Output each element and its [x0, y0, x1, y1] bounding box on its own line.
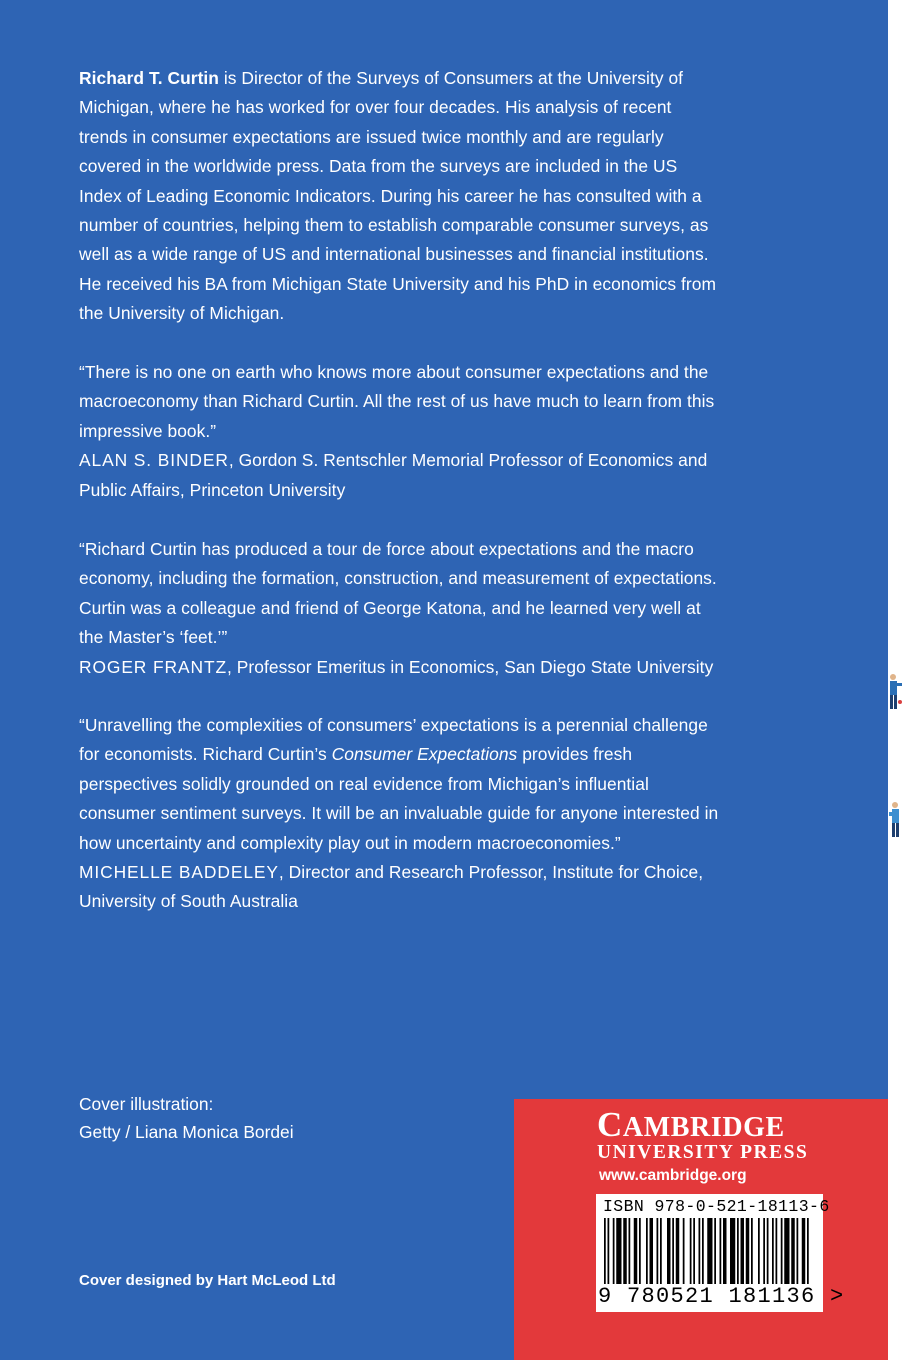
endorsement-quote: “There is no one on earth who knows more about consumer expectations and the macroeconomy than Richard Curtin. All the rest of us have much to learn from this impressive book.”: [79, 362, 715, 441]
spine-strip: [888, 0, 907, 1360]
endorsement-binder: [79, 358, 719, 505]
endorsement-quote: “Richard Curtin has produced a tour de force about expectations and the macro economy, including the formation, construction, and measurement of expectations. Curtin was a colleague and friend of George Katona, and he learned very well at the Master’s ‘feet.’”: [79, 539, 717, 648]
quote-text-part: provides fresh perspectives solidly grounded on real evidence from Michigan’s influential consumer sentiment surveys. It will be an invaluable guide for anyone interested in how uncertainty and complexity play out in modern macroeconomies.”: [79, 744, 719, 853]
endorser-affiliation: , Director and Research Professor, Institute for Choice, University of South Australia: [79, 862, 704, 912]
endorsement-frantz: [79, 535, 719, 682]
person-illustration-icon: [888, 672, 902, 716]
endorsement-attribution: [79, 653, 719, 682]
book-title-italic: Consumer Expectations: [331, 744, 518, 765]
publisher-logo-name: [597, 1107, 785, 1146]
endorser-name: ROGER FRANTZ: [79, 656, 227, 677]
endorser-affiliation: , Gordon S. Rentschler Memorial Professor of Economics and Public Affairs, Princeton University: [79, 450, 708, 500]
cover-illustration-credit: [79, 1091, 294, 1146]
endorser-name: MICHELLE BADDELEY: [79, 862, 279, 883]
logo-rest: AMBRIDGE: [622, 1112, 785, 1143]
endorsement-quote: [79, 711, 719, 858]
endorsement-attribution: [79, 446, 719, 505]
cover-designer-credit: Cover designed by Hart McLeod Ltd: [79, 1272, 336, 1289]
author-bio: [79, 64, 719, 329]
publisher-block: [514, 1099, 888, 1360]
barcode-digits: 9 780521 181136 >: [598, 1284, 845, 1309]
logo-initial: C: [597, 1105, 623, 1144]
endorser-affiliation: , Professor Emeritus in Economics, San Diego State University: [227, 656, 714, 677]
barcode-label: [596, 1194, 845, 1312]
cover-credit-label: Cover illustration:: [79, 1094, 214, 1114]
quote-text-part: “Unravelling the complexities of consumers’ expectations is a perennial challenge for economists. Richard Curtin’s: [79, 715, 708, 765]
endorsement-baddeley: [79, 711, 719, 917]
cover-credit-source: Getty / Liana Monica Bordei: [79, 1121, 294, 1142]
author-bio-text: is Director of the Surveys of Consumers at the University of Michigan, where he has worked for over four decades. His analysis of recent trends in consumer expectations are issued twice monthly and are regularly covered in the worldwide press. Data from the surveys are included in the US Index of Leading Economic Indicators. During his career he has consulted with a number of countries, helping them to establish comparable consumer surveys, as well as a wide range of US and international businesses and financial institutions. He received his BA from Michigan State University and his PhD in economics from the University of Michigan.: [79, 68, 717, 324]
publisher-url: www.cambridge.org: [599, 1167, 747, 1184]
author-name: Richard T. Curtin: [79, 68, 219, 88]
endorsement-attribution: [79, 858, 719, 917]
isbn-text: ISBN 978-0-521-18113-6: [603, 1197, 830, 1216]
person-illustration-icon: [889, 800, 903, 844]
endorser-name: ALAN S. BINDER: [79, 450, 229, 471]
publisher-subtitle: UNIVERSITY PRESS: [597, 1142, 809, 1163]
